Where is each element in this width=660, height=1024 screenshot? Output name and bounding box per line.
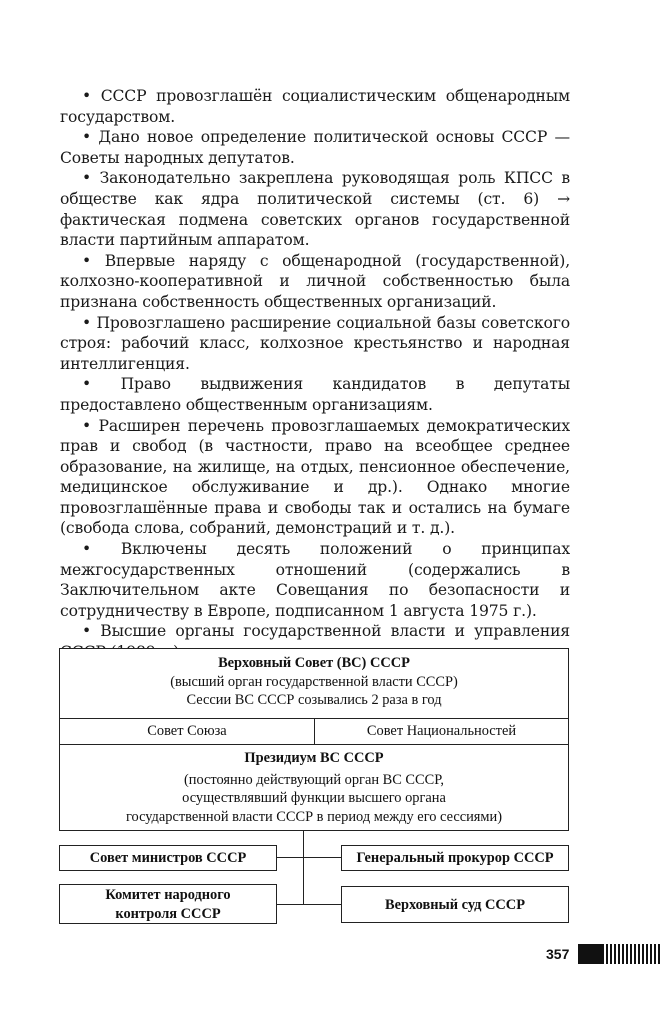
paragraph: • СССР провозглашён социалистическим общенародным государством. [60, 87, 570, 126]
presidium-box [59, 744, 569, 831]
connector-left-top [277, 857, 304, 858]
paragraph: • Высшие органы государственной власти и управления [82, 622, 570, 641]
supreme-soviet-box [59, 648, 569, 719]
page-number: 357 [546, 946, 570, 962]
presidium-line: (постоянно действующий орган ВС СССР, [183, 771, 445, 788]
control-committee-line: контроля СССР [115, 905, 221, 922]
presidium-line: государственной власти СССР в период между его сессиями) [125, 808, 503, 825]
body-text [60, 86, 570, 663]
paragraph: • Законодательно закреплена руководящая роль КПСС в обществе как ядра политической системы (ст. 6) → фактическая подмена советских органов государственной власти партийным аппаратом. [60, 169, 570, 250]
connector-right-top [303, 857, 341, 858]
connector-left-bottom [277, 904, 304, 905]
soviet-of-nationalities: Совет Национальностей [366, 723, 517, 739]
control-committee-box [59, 884, 277, 924]
paragraph: • Дано новое определение политической основы СССР — Советы народных депутатов. [60, 128, 570, 167]
supreme-court: Верховный суд СССР [385, 897, 525, 913]
paragraph: • Провозглашено расширение социальной базы советского строя: рабочий класс, колхозное крестьянство и народная интеллигенция. [60, 313, 570, 373]
paragraph: • Расширен перечень провозглашаемых демократических прав и свобод (в частности, право на всеобщее среднее образование, на жилище, на отдых, пенсионное обеспечение, медицинское обслуживание и др.). Однако многие провозглашённые права и свободы так и остались на бумаге (свобода слова, собраний, демонстраций и т. д.). [60, 416, 570, 538]
supreme-court-box [341, 886, 569, 923]
presidium-line: осуществлявший функции высшего органа [182, 790, 446, 806]
supreme-soviet-subtitle: (высший орган государственной власти СССР) [170, 673, 458, 690]
paragraph: • Право выдвижения кандидатов в депутаты предоставлено общественным организациям. [60, 375, 570, 414]
council-of-ministers-box [59, 845, 277, 871]
government-diagram [59, 648, 569, 928]
paragraph: • Включены десять положений о принципах межгосударственных отношений (содержались в Заключительном акте Совещания по безопасности и сотрудничеству в Европе, подписанном 1 августа 1975 г.). [60, 540, 570, 620]
soviet-of-union-box [59, 718, 315, 745]
prosecutor-box [341, 845, 569, 871]
page-edge-marker [578, 944, 660, 964]
presidium-title: Президиум ВС СССР [244, 750, 384, 766]
connector-vertical [303, 831, 304, 904]
control-committee-line: Комитет народного [105, 887, 231, 903]
paragraph: • Впервые наряду с общенародной (государственной), колхозно-кооперативной и личной собственностью была признана собственность общественных организаций. [60, 251, 570, 311]
connector-right-bottom [303, 904, 341, 905]
soviet-of-nationalities-box [314, 718, 569, 745]
supreme-soviet-sessions: Сессии ВС СССР созывались 2 раза в год [186, 692, 442, 708]
soviet-of-union: Совет Союза [147, 723, 227, 739]
supreme-soviet-title: Верховный Совет (ВС) СССР [218, 655, 410, 671]
council-of-ministers: Совет министров СССР [89, 850, 247, 866]
prosecutor-general: Генеральный прокурор СССР [356, 850, 554, 866]
